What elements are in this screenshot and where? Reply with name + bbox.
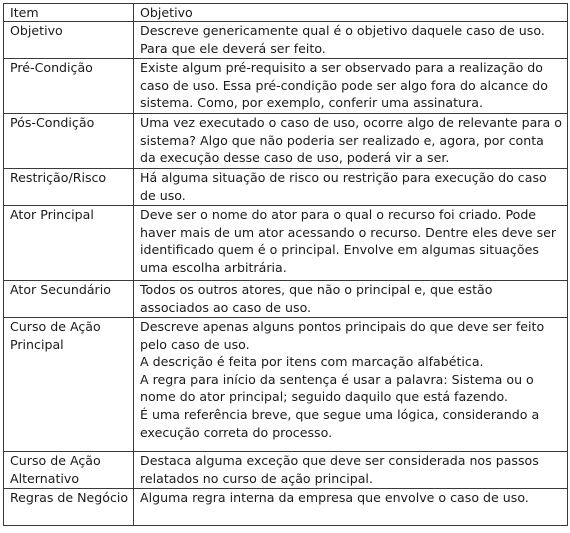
row-description: Deve ser o nome do ator para o qual o recurso foi criado. Pode haver mais de um ator acessando o recurso. Dentre eles deve ser identificado quem é o principal. Envolve em algumas situações uma escolha arbitrária. (134, 206, 568, 281)
row-label: Ator Secundário (4, 281, 134, 318)
table-row (4, 452, 568, 489)
table-row (4, 489, 568, 526)
header-objetivo: Objetivo (134, 4, 568, 22)
row-label: Curso de Ação Alternativo (4, 452, 134, 489)
row-label: Restrição/Risco (4, 169, 134, 206)
row-description: Destaca alguma exceção que deve ser considerada nos passos relatados no curso de ação principal. (134, 452, 568, 489)
header-item: Item (4, 4, 134, 22)
header-row (4, 4, 568, 22)
row-label: Ator Principal (4, 206, 134, 281)
row-label: Objetivo (4, 22, 134, 59)
row-label: Curso de Ação Principal (4, 318, 134, 452)
row-label: Pré-Condição (4, 59, 134, 114)
row-description: Todos os outros atores, que não o principal e, que estão associados ao caso de uso. (134, 281, 568, 318)
table-row (4, 22, 568, 59)
table-row (4, 206, 568, 281)
table-row (4, 169, 568, 206)
row-description: Alguma regra interna da empresa que envolve o caso de uso. (134, 489, 568, 526)
row-description: Há alguma situação de risco ou restrição para execução do caso de uso. (134, 169, 568, 206)
table-row (4, 59, 568, 114)
row-description: Uma vez executado o caso de uso, ocorre algo de relevante para o sistema? Algo que não poderia ser realizado e, agora, por conta da execução desse caso de uso, poderá vir a ser. (134, 114, 568, 169)
row-description: Descreve apenas alguns pontos principais do que deve ser feito pelo caso de uso. A descrição é feita por itens com marcação alfabética. A regra para início da sentença é usar a palavra: Sistema ou o nome do ator principal; seguido daquilo que está fazendo. É uma referência breve, que segue uma lógica, considerando a execução correta do processo. (134, 318, 568, 452)
use-case-table (3, 3, 568, 526)
row-description: Existe algum pré-requisito a ser observado para a realização do caso de uso. Essa pré-condição pode ser algo fora do alcance do sistema. Como, por exemplo, conferir uma assinatura. (134, 59, 568, 114)
row-label: Pós-Condição (4, 114, 134, 169)
table-row (4, 318, 568, 452)
row-description: Descreve genericamente qual é o objetivo daquele caso de uso. Para que ele deverá ser feito. (134, 22, 568, 59)
table-row (4, 281, 568, 318)
row-label: Regras de Negócio (4, 489, 134, 526)
table-row (4, 114, 568, 169)
